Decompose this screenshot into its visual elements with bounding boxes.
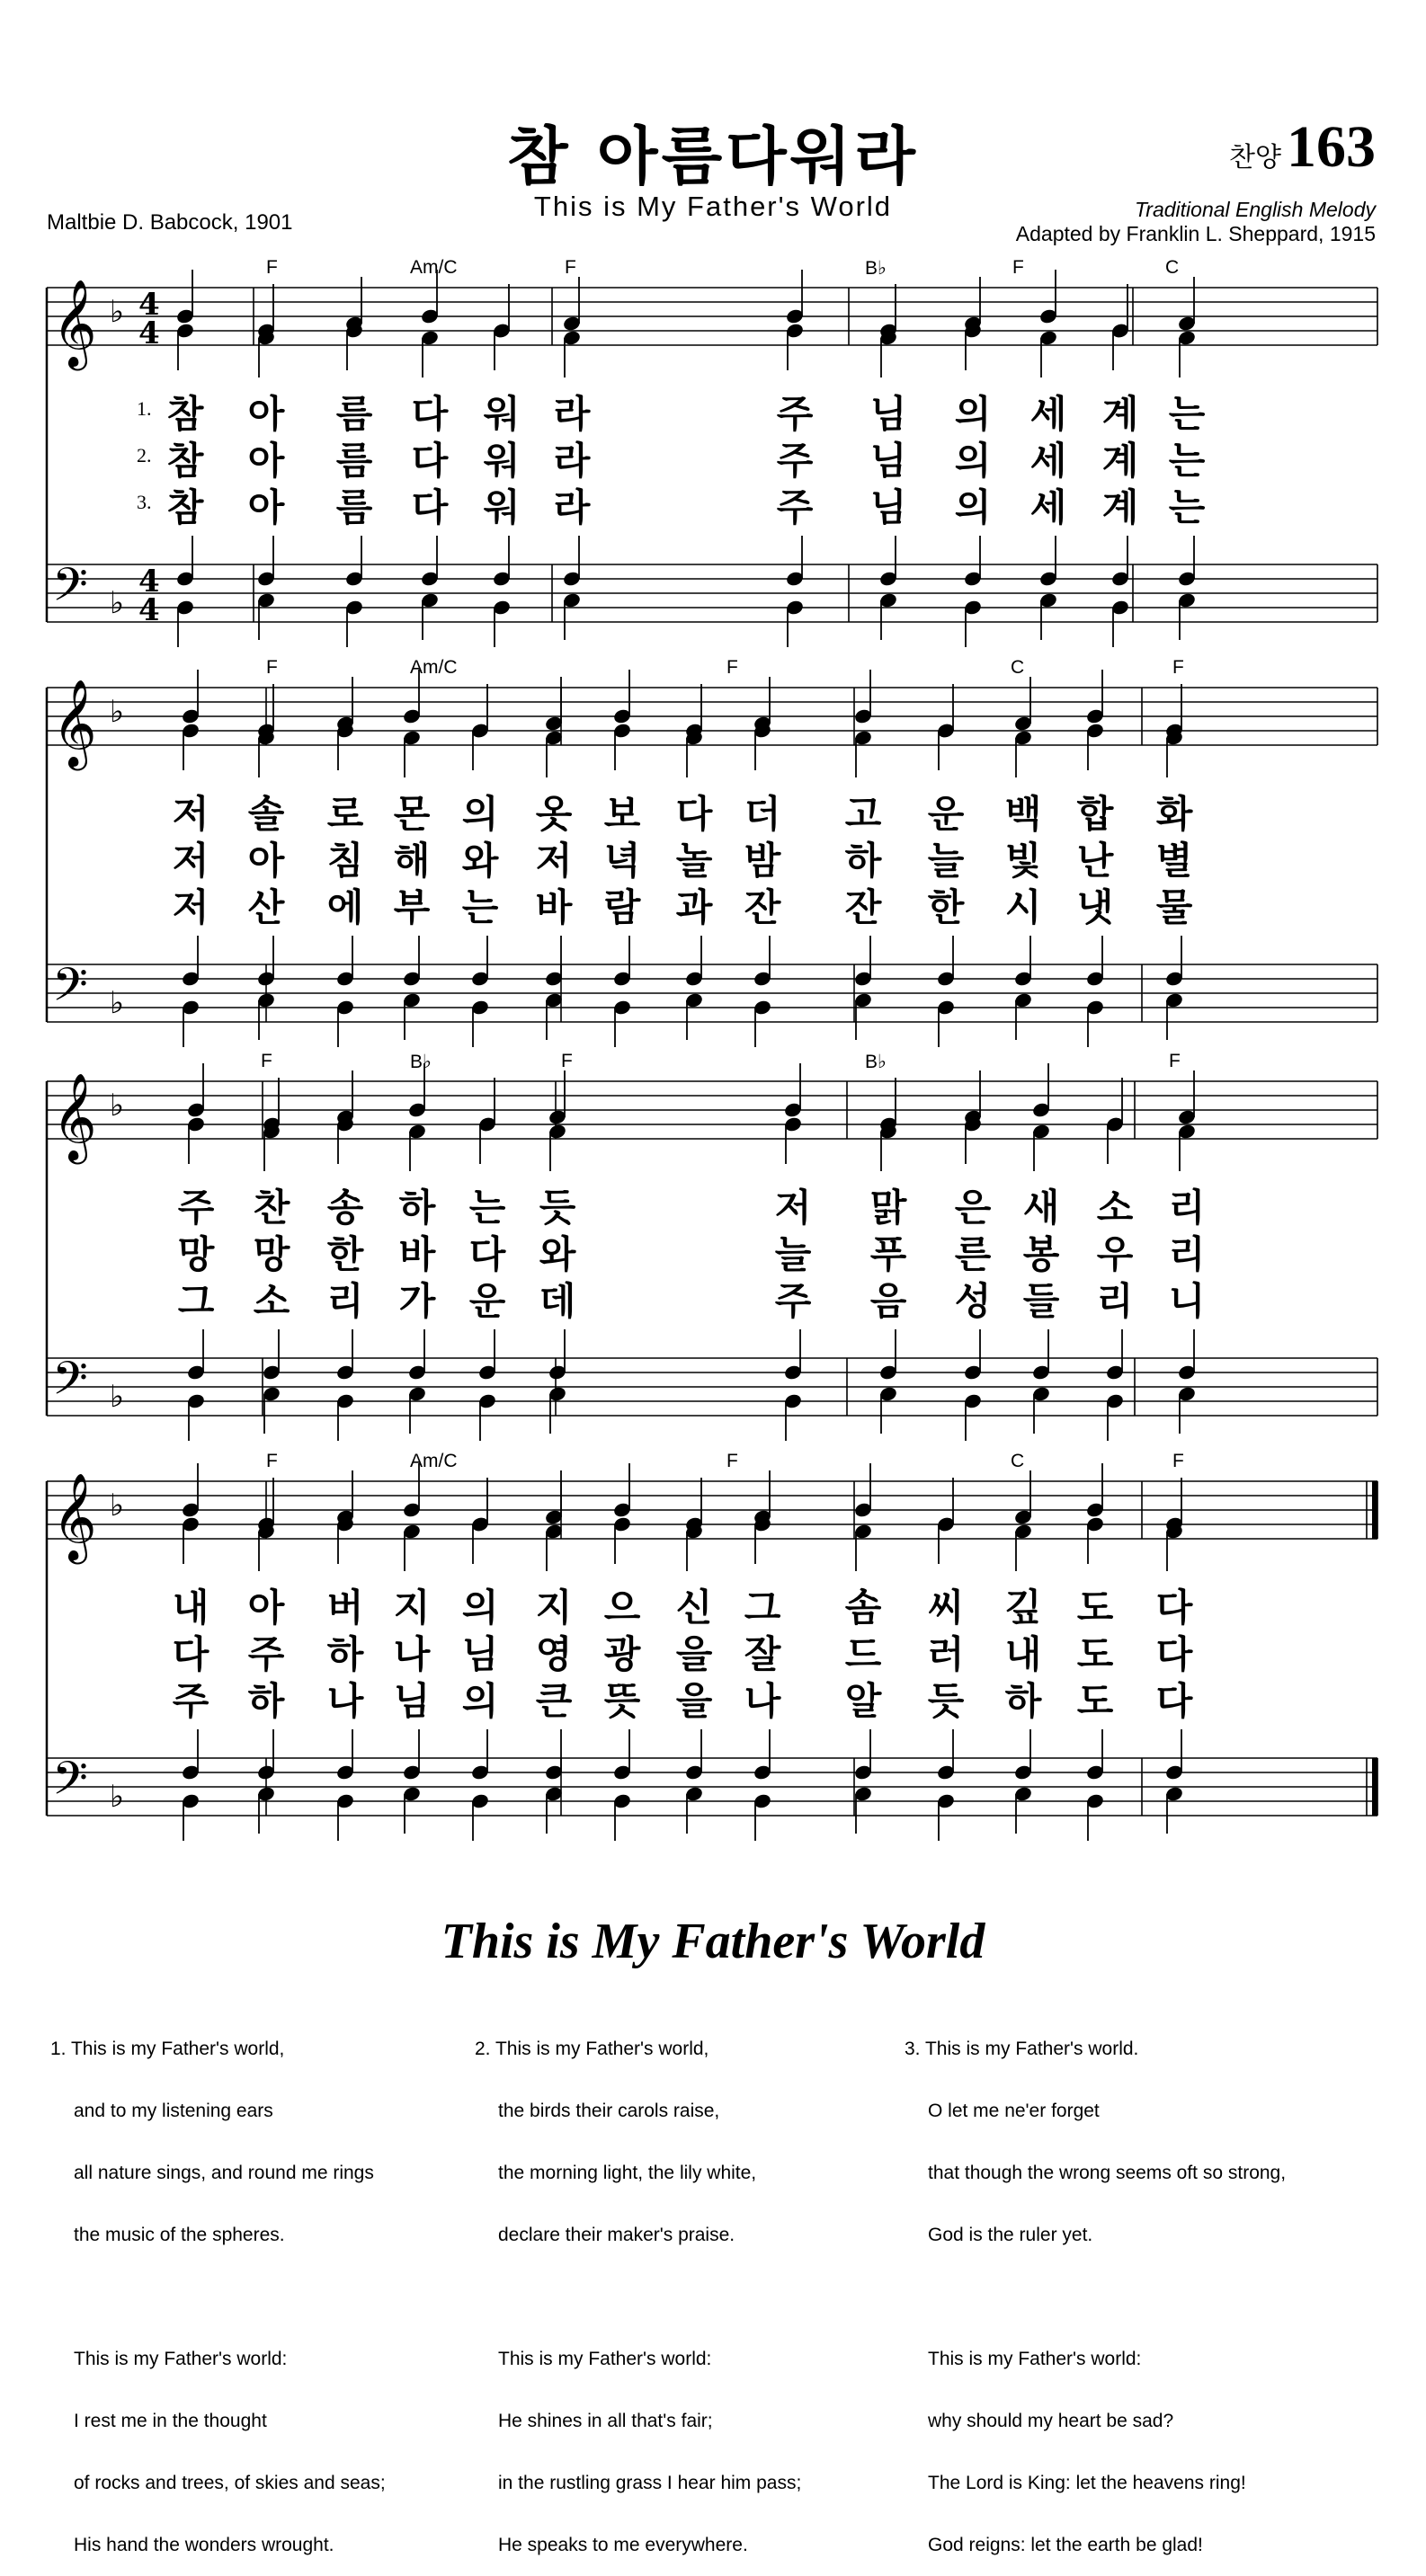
- lyric-syllable: 주: [776, 485, 814, 529]
- chord-symbol: F: [266, 1451, 278, 1471]
- lyric-syllable: 성: [954, 1279, 992, 1323]
- verse-number: 3.: [137, 491, 152, 513]
- bass-clef-icon: 𝄢: [52, 1351, 88, 1417]
- lyric-syllable: 니: [1168, 1279, 1206, 1323]
- lyric-syllable: 백: [1004, 792, 1042, 836]
- lyric-syllable: 물: [1155, 885, 1193, 929]
- stanza-line: the birds their carols raise,: [498, 2101, 720, 2121]
- stanza-gap: [50, 2287, 386, 2307]
- lyric-syllable: 저: [535, 839, 573, 883]
- stanza-line: God reigns: let the earth be glad!: [928, 2535, 1203, 2555]
- lyric-syllable: 늘: [774, 1232, 812, 1276]
- lyric-syllable: 주: [172, 1679, 209, 1723]
- lyric-syllable: 워: [483, 485, 521, 529]
- lyric-syllable: 운: [468, 1279, 506, 1323]
- lyric-syllable: 알: [844, 1679, 882, 1723]
- stanza-line: in the rustling grass I hear him pass;: [498, 2473, 802, 2493]
- stanza-line: I rest me in the thought: [74, 2411, 267, 2431]
- chord-symbol: B♭: [865, 1052, 887, 1072]
- lyric-syllable: 주: [247, 1632, 285, 1676]
- chord-symbol: F: [561, 1051, 573, 1071]
- stanza-1: [50, 1997, 386, 2576]
- lyric-syllable: 주: [776, 392, 814, 436]
- stanza-line: This is my Father's world:: [74, 2349, 288, 2369]
- key-signature-flat-icon: ♭: [110, 985, 125, 1021]
- stanza-line: why should my heart be sad?: [928, 2411, 1174, 2431]
- key-signature-flat-icon: ♭: [110, 294, 125, 330]
- key-signature-flat-icon: ♭: [110, 1488, 125, 1523]
- stanza-line: and to my listening ears: [74, 2101, 273, 2121]
- stanza-line: declare their maker's praise.: [498, 2225, 735, 2245]
- stanza-line: He speaks to me everywhere.: [498, 2535, 748, 2555]
- lyric-syllable: 우: [1096, 1232, 1134, 1276]
- lyric-syllable: 깊: [1004, 1586, 1042, 1630]
- lyric-syllable: 광: [603, 1632, 641, 1676]
- tune-name: Traditional English Melody: [1134, 198, 1376, 221]
- lyric-syllable: 다: [1155, 1679, 1193, 1723]
- lyric-syllable: 바: [398, 1232, 436, 1276]
- key-signature-flat-icon: ♭: [110, 1779, 125, 1815]
- stanza-3: [905, 1997, 1286, 2576]
- stanza-number: 2.: [475, 2039, 491, 2059]
- treble-clef-icon: 𝄞: [52, 279, 97, 367]
- time-signature: 4: [138, 315, 160, 351]
- arranger-credit: Adapted by Franklin L. Sheppard, 1915: [1015, 222, 1376, 245]
- lyric-line: [0, 431, 1426, 485]
- stanza-line: O let me ne'er forget: [928, 2101, 1100, 2121]
- stanza-number: 3.: [905, 2039, 921, 2059]
- hymn-number: [1229, 113, 1376, 182]
- treble-clef-icon: 𝄞: [52, 679, 97, 767]
- lyric-syllable: 의: [954, 485, 992, 529]
- chord-symbol: B♭: [865, 258, 887, 279]
- lyric-syllable: 님: [869, 485, 907, 529]
- bass-clef-icon: 𝄢: [52, 957, 88, 1023]
- stanza-line: [905, 2039, 1286, 2059]
- lyric-syllable: 도: [1076, 1586, 1114, 1630]
- lyric-syllable: 새: [1022, 1186, 1060, 1230]
- lyric-syllable: 소: [1096, 1186, 1134, 1230]
- lyric-syllable: 로: [326, 792, 364, 836]
- stanza-line: His hand the wonders wrought.: [74, 2535, 334, 2555]
- lyric-syllable: 다: [675, 792, 713, 836]
- lyric-syllable: 님: [461, 1632, 499, 1676]
- lyric-syllable: 한: [326, 1232, 364, 1276]
- lyric-syllable: 러: [927, 1632, 965, 1676]
- lyric-syllable: 아: [247, 1586, 285, 1630]
- composer-credit: [1016, 198, 1376, 246]
- lyric-syllable: 늘: [927, 839, 965, 883]
- lyric-syllable: 솔: [247, 792, 285, 836]
- lyric-syllable: 아: [247, 439, 285, 483]
- lyric-syllable: 지: [535, 1586, 573, 1630]
- bass-clef-icon: 𝄢: [52, 557, 88, 623]
- lyric-syllable: 워: [483, 392, 521, 436]
- lyric-syllable: 은: [954, 1186, 992, 1230]
- lyric-syllable: 와: [539, 1232, 576, 1276]
- stanza-line: that though the wrong seems oft so strong,: [928, 2163, 1287, 2183]
- stanza-text: This is my Father's world,: [70, 2039, 285, 2059]
- lyric-syllable: 푸: [869, 1232, 907, 1276]
- lyric-syllable: 소: [253, 1279, 290, 1323]
- lyric-syllable: 리: [1168, 1186, 1206, 1230]
- lyric-syllable: 와: [461, 839, 499, 883]
- lyric-line: [0, 478, 1426, 532]
- lyric-line: [0, 1225, 1426, 1279]
- lyric-syllable: 도: [1076, 1679, 1114, 1723]
- lyric-syllable: 옷: [535, 792, 573, 836]
- stanza-line: [50, 2039, 386, 2059]
- stanza-number: 1.: [50, 2039, 67, 2059]
- lyric-syllable: 리: [1168, 1232, 1206, 1276]
- lyric-syllable: 저: [172, 839, 209, 883]
- stanza-gap: [905, 2287, 1286, 2307]
- stanza-line: This is my Father's world:: [928, 2349, 1142, 2369]
- lyric-syllable: 그: [177, 1279, 215, 1323]
- lyric-syllable: 녁: [603, 839, 641, 883]
- lyric-syllable: 는: [1168, 439, 1206, 483]
- verse-number: 1.: [137, 397, 152, 420]
- lyric-syllable: 름: [335, 392, 373, 436]
- hymn-title-korean: 참 아름다워라: [506, 120, 920, 193]
- lyric-syllable: 는: [461, 885, 499, 929]
- lyric-line: [0, 1625, 1426, 1679]
- lyric-syllable: 을: [675, 1632, 713, 1676]
- lyric-syllable: 부: [393, 885, 431, 929]
- lyric-syllable: 몬: [393, 792, 431, 836]
- lyric-syllable: 하: [326, 1632, 364, 1676]
- stanza-text: This is my Father's world.: [924, 2039, 1139, 2059]
- lyric-syllable: 아: [247, 485, 285, 529]
- key-signature-flat-icon: ♭: [110, 694, 125, 730]
- key-signature-flat-icon: ♭: [110, 1088, 125, 1124]
- chord-symbol: F: [261, 1051, 272, 1071]
- lyric-syllable: 놀: [675, 839, 713, 883]
- lyric-syllable: 망: [253, 1232, 290, 1276]
- lyric-syllable: 참: [166, 439, 204, 483]
- lyric-syllable: 내: [172, 1586, 209, 1630]
- lyric-syllable: 버: [326, 1586, 364, 1630]
- key-signature-flat-icon: ♭: [110, 1379, 125, 1415]
- lyric-syllable: 저: [172, 792, 209, 836]
- final-bar-line: [1372, 1758, 1377, 1816]
- lyric-syllable: 세: [1029, 439, 1067, 483]
- lyric-syllable: 참: [166, 485, 204, 529]
- lyric-syllable: 저: [172, 885, 209, 929]
- lyric-syllable: 망: [177, 1232, 215, 1276]
- stanza-line: This is my Father's world:: [498, 2349, 712, 2369]
- lyric-syllable: 름: [335, 485, 373, 529]
- lyric-syllable: 운: [927, 792, 965, 836]
- lyric-line: [0, 1272, 1426, 1326]
- lyric-syllable: 솜: [844, 1586, 882, 1630]
- key-signature-flat-icon: ♭: [110, 585, 125, 621]
- lyric-syllable: 다: [172, 1632, 209, 1676]
- lyric-syllable: 과: [675, 885, 713, 929]
- lyric-line: [0, 831, 1426, 885]
- lyric-syllable: 의: [461, 1586, 499, 1630]
- lyric-syllable: 리: [326, 1279, 364, 1323]
- lyric-syllable: 에: [326, 885, 364, 929]
- lyric-syllable: 잔: [744, 885, 781, 929]
- lyric-syllable: 른: [954, 1232, 992, 1276]
- lyric-syllable: 다: [411, 439, 449, 483]
- stanza-line: The Lord is King: let the heavens ring!: [928, 2473, 1246, 2493]
- lyric-syllable: 가: [398, 1279, 436, 1323]
- chord-symbol: Am/C: [410, 1451, 458, 1471]
- lyric-syllable: 데: [539, 1279, 576, 1323]
- chord-symbol: F: [565, 257, 576, 278]
- chord-symbol: F: [1172, 657, 1184, 678]
- lyric-syllable: 님: [869, 392, 907, 436]
- lyric-syllable: 음: [869, 1279, 907, 1323]
- lyric-syllable: 으: [603, 1586, 641, 1630]
- chord-symbol: C: [1011, 1451, 1025, 1471]
- lyric-line: [0, 1672, 1426, 1726]
- lyric-line: [0, 785, 1426, 839]
- lyric-syllable: 참: [166, 392, 204, 436]
- lyric-line: [0, 1578, 1426, 1632]
- stanza-line: [475, 2039, 801, 2059]
- lyric-syllable: 바: [535, 885, 573, 929]
- lyric-syllable: 하: [844, 839, 882, 883]
- stanza-gap: [475, 2287, 801, 2307]
- lyric-syllable: 고: [844, 792, 882, 836]
- lyric-syllable: 람: [603, 885, 641, 929]
- lyric-syllable: 는: [468, 1186, 506, 1230]
- lyric-syllable: 영: [535, 1632, 573, 1676]
- lyric-syllable: 님: [869, 439, 907, 483]
- lyric-syllable: 저: [774, 1186, 812, 1230]
- chord-symbol: F: [266, 657, 278, 678]
- lyric-syllable: 봉: [1022, 1232, 1060, 1276]
- english-section-title: This is My Father's World: [441, 1914, 985, 1969]
- lyric-syllable: 는: [1168, 485, 1206, 529]
- lyric-syllable: 세: [1029, 392, 1067, 436]
- lyric-syllable: 보: [603, 792, 641, 836]
- stanza-line: the music of the spheres.: [74, 2225, 285, 2245]
- lyric-syllable: 한: [927, 885, 965, 929]
- hymn-number-value: 163: [1287, 114, 1376, 180]
- time-signature: 4: [138, 287, 160, 323]
- chord-symbol: C: [1011, 657, 1025, 678]
- lyric-syllable: 내: [1004, 1632, 1042, 1676]
- lyric-syllable: 별: [1155, 839, 1193, 883]
- lyric-syllable: 의: [461, 792, 499, 836]
- chord-symbol: F: [1169, 1051, 1181, 1071]
- lyric-syllable: 세: [1029, 485, 1067, 529]
- lyric-syllable: 다: [1155, 1632, 1193, 1676]
- lyric-syllable: 냇: [1076, 885, 1114, 929]
- lyric-syllable: 하: [398, 1186, 436, 1230]
- lyric-syllable: 시: [1004, 885, 1042, 929]
- stanza-line: all nature sings, and round me rings: [74, 2163, 374, 2183]
- lyric-line: [0, 1178, 1426, 1232]
- lyric-syllable: 해: [393, 839, 431, 883]
- stanza-line: the morning light, the lily white,: [498, 2163, 757, 2183]
- lyric-syllable: 도: [1076, 1632, 1114, 1676]
- lyric-syllable: 워: [483, 439, 521, 483]
- hymn-label: 찬양: [1229, 142, 1281, 173]
- lyric-syllable: 주: [177, 1186, 215, 1230]
- stanza-text: This is my Father's world,: [495, 2039, 709, 2059]
- lyric-syllable: 아: [247, 392, 285, 436]
- chord-symbol: B♭: [410, 1052, 432, 1072]
- lyric-syllable: 하: [247, 1679, 285, 1723]
- lyric-syllable: 하: [1004, 1679, 1042, 1723]
- chord-symbol: F: [1012, 257, 1024, 278]
- lyricist-credit: Maltbie D. Babcock, 1901: [47, 210, 293, 235]
- chord-symbol: Am/C: [410, 657, 458, 678]
- lyric-syllable: 다: [411, 485, 449, 529]
- lyric-syllable: 합: [1076, 792, 1114, 836]
- lyric-syllable: 산: [247, 885, 285, 929]
- lyric-syllable: 라: [553, 392, 591, 436]
- hymn-title-english: This is My Father's World: [533, 191, 893, 222]
- lyric-syllable: 주: [776, 439, 814, 483]
- lyric-syllable: 맑: [869, 1186, 907, 1230]
- lyric-syllable: 들: [1022, 1279, 1060, 1323]
- chord-symbol: F: [726, 1451, 738, 1471]
- lyric-line: [0, 878, 1426, 932]
- lyric-syllable: 다: [1155, 1586, 1193, 1630]
- stanza-line: God is the ruler yet.: [928, 2225, 1093, 2245]
- lyric-syllable: 을: [675, 1679, 713, 1723]
- lyric-syllable: 씨: [927, 1586, 965, 1630]
- treble-clef-icon: 𝄞: [52, 1072, 97, 1160]
- lyric-syllable: 리: [1096, 1279, 1134, 1323]
- chord-symbol: F: [726, 657, 738, 678]
- lyric-syllable: 라: [553, 485, 591, 529]
- final-bar-line: [1372, 1481, 1377, 1539]
- lyric-syllable: 송: [326, 1186, 364, 1230]
- verse-number: 2.: [137, 444, 152, 466]
- lyric-syllable: 다: [468, 1232, 506, 1276]
- lyric-syllable: 의: [461, 1679, 499, 1723]
- lyric-syllable: 님: [393, 1679, 431, 1723]
- lyric-syllable: 계: [1101, 439, 1139, 483]
- lyric-syllable: 아: [247, 839, 285, 883]
- lyric-syllable: 주: [774, 1279, 812, 1323]
- bass-clef-icon: 𝄢: [52, 1751, 88, 1817]
- lyric-syllable: 나: [326, 1679, 364, 1723]
- stanza-2: [475, 1997, 801, 2576]
- lyric-syllable: 신: [675, 1586, 713, 1630]
- lyric-syllable: 지: [393, 1586, 431, 1630]
- stanza-line: He shines in all that's fair;: [498, 2411, 713, 2431]
- lyric-syllable: 잔: [844, 885, 882, 929]
- lyric-syllable: 의: [954, 392, 992, 436]
- lyric-syllable: 계: [1101, 485, 1139, 529]
- chord-symbol: C: [1165, 257, 1180, 278]
- lyric-syllable: 밤: [744, 839, 781, 883]
- treble-clef-icon: 𝄞: [52, 1472, 97, 1560]
- lyric-syllable: 드: [844, 1632, 882, 1676]
- lyric-syllable: 의: [954, 439, 992, 483]
- lyric-syllable: 그: [744, 1586, 781, 1630]
- lyric-syllable: 름: [335, 439, 373, 483]
- lyric-syllable: 는: [1168, 392, 1206, 436]
- lyric-syllable: 빛: [1004, 839, 1042, 883]
- lyric-syllable: 나: [744, 1679, 781, 1723]
- lyric-syllable: 큰: [535, 1679, 573, 1723]
- stanza-line: of rocks and trees, of skies and seas;: [74, 2473, 386, 2493]
- lyric-syllable: 듯: [927, 1679, 965, 1723]
- lyric-syllable: 나: [393, 1632, 431, 1676]
- lyric-syllable: 다: [411, 392, 449, 436]
- chord-symbol: F: [266, 257, 278, 278]
- lyric-syllable: 뜻: [603, 1679, 641, 1723]
- lyric-syllable: 계: [1101, 392, 1139, 436]
- lyric-syllable: 라: [553, 439, 591, 483]
- time-signature: 4: [138, 592, 160, 628]
- lyric-syllable: 화: [1155, 792, 1193, 836]
- lyric-syllable: 더: [744, 792, 781, 836]
- time-signature: 4: [138, 564, 160, 600]
- lyric-syllable: 난: [1076, 839, 1114, 883]
- lyric-syllable: 침: [326, 839, 364, 883]
- lyric-syllable: 찬: [253, 1186, 290, 1230]
- lyric-line: [0, 385, 1426, 439]
- chord-symbol: F: [1172, 1451, 1184, 1471]
- chord-symbol: Am/C: [410, 257, 458, 278]
- lyric-syllable: 듯: [539, 1186, 576, 1230]
- lyric-syllable: 잘: [744, 1632, 781, 1676]
